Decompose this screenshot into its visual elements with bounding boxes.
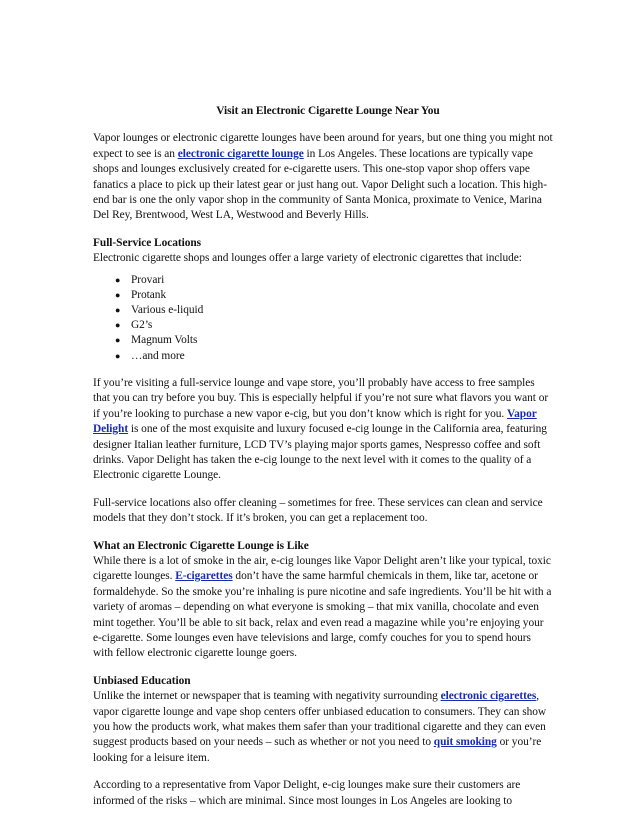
list-item-label: Various e-liquid	[131, 304, 204, 317]
page-title: Visit an Electronic Cigarette Lounge Near You	[216, 105, 440, 117]
full-service-text: Electronic cigarette shops and lounges offer a large variety of electronic cigarettes that include:	[93, 252, 522, 265]
list-item	[115, 273, 553, 288]
list-item	[115, 303, 553, 318]
visiting-paragraph	[93, 376, 553, 484]
unbiased-text-1: Unlike the internet or newspaper that is teaming with negativity surrounding	[93, 690, 441, 703]
bullet-icon: ●	[115, 320, 121, 331]
what-like-section	[93, 539, 553, 662]
visiting-text-2: is one of the most exquisite and luxury focused e-cig lounge in the California area, featuring designer Italian leather furniture, LCD TV’s playing major sports games, Nespresso coffee and soft drinks. Vapor Delight has taken the e-cig lounge to the next level with it comes to the quality of a Electronic cigarette Lounge.	[93, 423, 547, 482]
intro-text-1: Vapor lounges or electronic cigarette lounges have been around for years, but one thing you might not expect to see is an	[93, 132, 553, 160]
full-service-section	[93, 236, 553, 364]
quit-smoking-link[interactable]: quit smoking	[433, 736, 497, 749]
electronic-cigarette-lounge-link[interactable]: electronic cigarette lounge	[177, 147, 304, 160]
bullet-icon: ●	[115, 350, 121, 361]
bullet-icon: ●	[115, 289, 121, 300]
unbiased-heading: Unbiased Education	[93, 674, 191, 687]
bullet-icon: ●	[115, 335, 121, 346]
unbiased-text-2: , vapor cigarette lounge and vape shop centers offer unbiased education to consumers. They can show you how the products work, what makes them safer than your traditional cigarette and they can even suggest products based on your needs – such as whether or not you need to	[93, 690, 547, 749]
electronic-cigarettes-link[interactable]: electronic cigarettes	[440, 690, 537, 703]
list-item-label: Provari	[131, 273, 165, 286]
what-like-heading: What an Electronic Cigarette Lounge is Like	[93, 539, 309, 552]
representative-paragraph: According to a representative from Vapor Delight, e-cig lounges make sure their customers are informed of the risks – which are minimal. Since most lounges in Los Angeles are looking to	[93, 779, 521, 807]
intro-paragraph	[93, 131, 553, 223]
vapor-delight-link[interactable]: Vapor Delight	[93, 407, 537, 436]
what-like-text-2: don’t have the same harmful chemicals in them, like tar, acetone or formaldehyde. So the smoke you’re inhaling is pure nicotine and safe ingredients. You’ll be hit with a variety of aromas – depending on what everyone is smoking – that mix vanilla, chocolate and even mint together. You’ll be able to sit back, relax and even read a magazine while you’re enjoying your e-cigarette. Some lounges even have televisions and large, comfy couches for you to spend hours with fellow electronic cigarette lounge goers.	[93, 570, 552, 660]
full-service-heading: Full-Service Locations	[93, 236, 202, 249]
what-like-text-1: While there is a lot of smoke in the air, e-cig lounges like Vapor Delight aren’t like your typical, toxic cigarette lounges.	[93, 554, 551, 583]
product-list	[93, 273, 553, 364]
list-item-label: G2’s	[131, 319, 153, 332]
bullet-icon: ●	[115, 305, 121, 316]
list-item	[115, 288, 553, 303]
unbiased-section	[93, 674, 553, 766]
bullet-icon: ●	[115, 274, 121, 285]
list-item	[115, 349, 553, 364]
list-item-label: …and more	[131, 349, 185, 362]
list-item	[115, 318, 553, 333]
intro-text-2: in Los Angeles. These locations are typically vape shops and lounges exclusively created for e-cigarette users. This one-stop vapor shop offers vape fanatics a place to pick up their latest gear or just hang out. Vapor Delight such a location. This high-end bar is one the only vapor shop in the community of Santa Monica, proximate to Venice, Marina Del Rey, Brentwood, West LA, Westwood and Beverly Hills.	[93, 147, 547, 222]
list-item	[115, 333, 553, 348]
list-item-label: Protank	[131, 288, 167, 301]
document-page	[93, 104, 553, 821]
unbiased-text-3: or you’re looking for a leisure item.	[93, 736, 542, 764]
visiting-text-1: If you’re visiting a full-service lounge and vape store, you’ll probably have access to free samples that you can try before you buy. This is especially helpful if you’re not sure what flavors you want or if you’re looking to purchase a new vapor e-cig, but you don’t know which is right for you.	[93, 376, 549, 420]
cleaning-paragraph: Full-service locations also offer cleaning – sometimes for free. These services can clean and service models that they don’t stock. If it’s broken, you can get a replacement too.	[93, 496, 543, 525]
list-item-label: Magnum Volts	[131, 334, 198, 347]
e-cigarettes-link[interactable]: E-cigarettes	[175, 570, 233, 583]
